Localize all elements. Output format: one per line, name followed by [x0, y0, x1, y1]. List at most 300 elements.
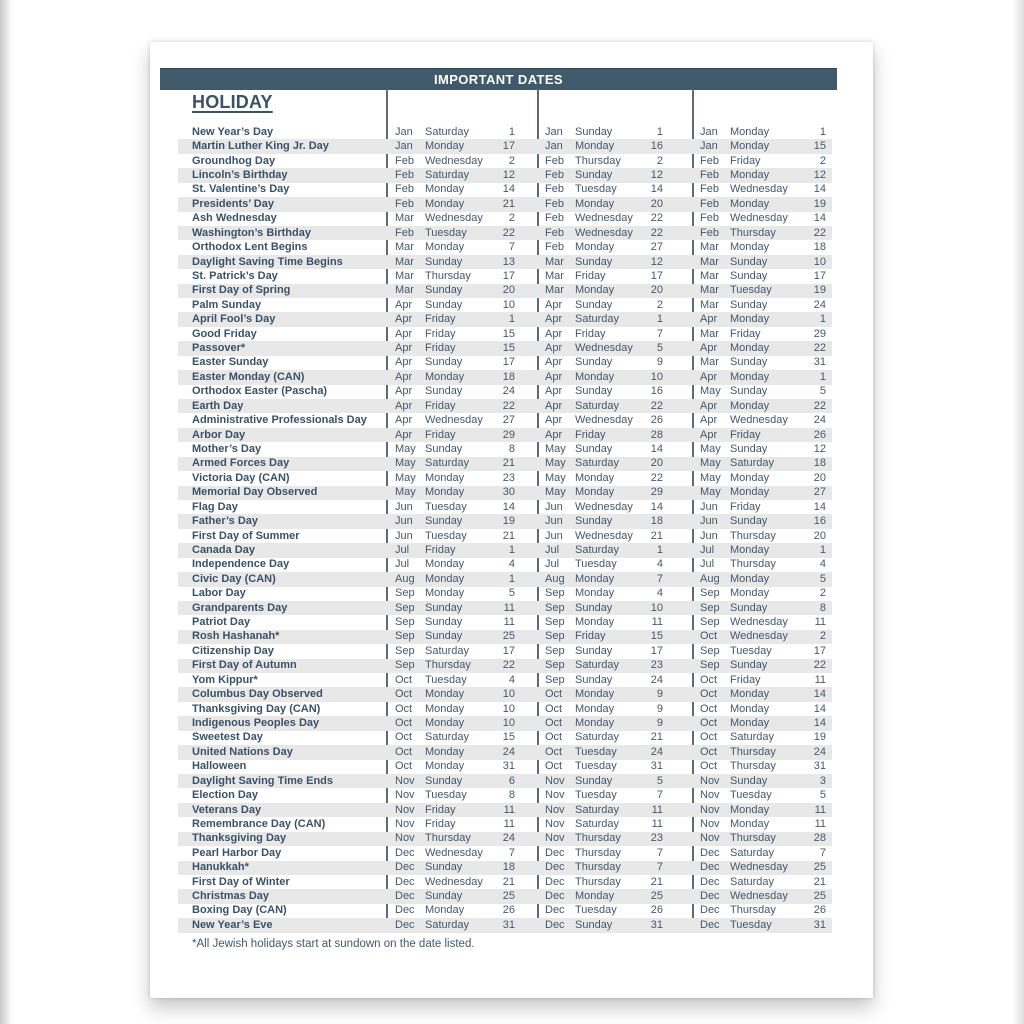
date-cell-year-1	[386, 660, 537, 671]
weekday-label: Saturday	[425, 126, 470, 138]
month-label: Jun	[545, 501, 563, 513]
weekday-label: Wednesday	[425, 155, 483, 167]
holiday-name: Pearl Harbor Day	[192, 847, 282, 859]
day-number: 21	[502, 458, 515, 470]
day-number: 14	[650, 443, 663, 455]
day-number: 22	[813, 400, 826, 412]
weekday-label: Sunday	[575, 919, 613, 931]
table-row	[178, 529, 832, 543]
weekday-label: Tuesday	[730, 285, 772, 297]
day-number: 7	[508, 847, 515, 859]
weekday-label: Thursday	[425, 270, 471, 282]
weekday-label: Monday	[730, 487, 770, 499]
date-cell-year-3	[692, 574, 832, 585]
date-cell-year-3	[692, 386, 832, 397]
month-label: Mar	[545, 285, 564, 297]
month-label: May	[545, 443, 566, 455]
weekday-label: Sunday	[730, 386, 768, 398]
day-number: 1	[508, 314, 515, 326]
date-cell-year-3	[692, 516, 832, 527]
day-number: 16	[813, 516, 826, 528]
month-label: Nov	[700, 833, 720, 845]
month-label: Apr	[700, 371, 718, 383]
month-label: Dec	[545, 876, 565, 888]
date-cell-year-1	[386, 617, 537, 628]
table-row	[178, 428, 832, 442]
table-row	[178, 255, 832, 269]
holiday-name: Orthodox Lent Begins	[192, 242, 308, 254]
date-cell-year-2	[537, 574, 692, 585]
date-cell-year-1	[386, 314, 537, 325]
day-number: 2	[508, 155, 515, 167]
weekday-label: Wednesday	[425, 415, 483, 427]
date-cell-year-2	[537, 156, 692, 167]
weekday-label: Thursday	[730, 530, 776, 542]
holiday-name: Rosh Hashanah*	[192, 631, 280, 643]
day-number: 10	[502, 703, 515, 715]
day-number: 25	[813, 862, 826, 874]
month-label: Sep	[545, 645, 565, 657]
weekday-label: Monday	[425, 689, 465, 701]
month-label: Feb	[700, 213, 719, 225]
date-cell-year-2	[537, 300, 692, 311]
weekday-label: Monday	[425, 559, 465, 571]
date-cell-year-2	[537, 343, 692, 354]
weekday-label: Friday	[425, 804, 456, 816]
holiday-name: Ash Wednesday	[192, 213, 277, 225]
month-label: Sep	[545, 631, 565, 643]
holiday-name: Washington’s Birthday	[192, 227, 311, 239]
day-number: 27	[502, 415, 515, 427]
holiday-table	[178, 125, 832, 933]
weekday-label: Monday	[730, 588, 770, 600]
month-label: Apr	[545, 314, 563, 326]
date-cell-year-3	[692, 617, 832, 628]
weekday-label: Sunday	[575, 256, 613, 268]
date-cell-year-1	[386, 329, 537, 340]
date-cell-year-1	[386, 675, 537, 686]
date-cell-year-3	[692, 631, 832, 642]
month-label: Feb	[700, 169, 719, 181]
month-label: Nov	[700, 818, 720, 830]
date-cell-year-1	[386, 516, 537, 527]
table-row	[178, 442, 832, 456]
month-label: Mar	[700, 299, 719, 311]
weekday-label: Wednesday	[575, 530, 633, 542]
holiday-name: Thanksgiving Day	[192, 833, 287, 845]
holiday-name: Mother’s Day	[192, 443, 262, 455]
table-row	[178, 399, 832, 413]
date-cell-year-3	[692, 257, 832, 268]
day-number: 9	[656, 689, 663, 701]
day-number: 1	[656, 314, 663, 326]
weekday-label: Monday	[575, 487, 615, 499]
weekday-label: Friday	[425, 429, 456, 441]
month-label: Oct	[700, 631, 718, 643]
day-number: 1	[508, 126, 515, 138]
month-label: Sep	[545, 674, 565, 686]
month-label: May	[395, 458, 416, 470]
holiday-name: St. Patrick’s Day	[192, 270, 278, 282]
month-label: Oct	[545, 761, 563, 773]
date-cell-year-1	[386, 372, 537, 383]
weekday-label: Sunday	[730, 256, 768, 268]
weekday-label: Thursday	[575, 876, 621, 888]
month-label: Jun	[545, 516, 563, 528]
weekday-label: Tuesday	[730, 790, 772, 802]
table-row	[178, 168, 832, 182]
table-row	[178, 413, 832, 427]
holiday-name: Lincoln’s Birthday	[192, 169, 288, 181]
day-number: 24	[502, 833, 515, 845]
weekday-label: Friday	[425, 544, 456, 556]
day-number: 12	[502, 169, 515, 181]
month-label: Sep	[700, 660, 720, 672]
day-number: 20	[502, 285, 515, 297]
month-label: Feb	[700, 198, 719, 210]
day-number: 20	[650, 458, 663, 470]
date-cell-year-3	[692, 473, 832, 484]
day-number: 14	[650, 501, 663, 513]
weekday-label: Wednesday	[730, 891, 788, 903]
day-number: 8	[508, 443, 515, 455]
table-row	[178, 788, 832, 802]
table-row	[178, 212, 832, 226]
day-number: 17	[813, 270, 826, 282]
date-cell-year-1	[386, 732, 537, 743]
date-cell-year-2	[537, 444, 692, 455]
table-row	[178, 846, 832, 860]
month-label: Sep	[700, 602, 720, 614]
weekday-label: Friday	[730, 429, 761, 441]
weekday-label: Friday	[730, 328, 761, 340]
month-label: Oct	[700, 703, 718, 715]
date-cell-year-1	[386, 242, 537, 253]
weekday-label: Thursday	[575, 847, 621, 859]
day-number: 21	[813, 876, 826, 888]
table-row	[178, 601, 832, 615]
weekday-label: Wednesday	[730, 184, 788, 196]
day-number: 20	[813, 530, 826, 542]
table-row	[178, 875, 832, 889]
weekday-label: Wednesday	[425, 213, 483, 225]
date-cell-year-1	[386, 271, 537, 282]
month-label: Jul	[395, 559, 410, 571]
day-number: 21	[502, 198, 515, 210]
month-label: Feb	[700, 227, 719, 239]
month-label: Nov	[545, 775, 565, 787]
date-cell-year-1	[386, 704, 537, 715]
month-label: Apr	[545, 357, 563, 369]
month-label: May	[545, 487, 566, 499]
holiday-name: Patriot Day	[192, 617, 251, 629]
day-number: 19	[502, 516, 515, 528]
day-number: 26	[813, 429, 826, 441]
month-label: Mar	[395, 285, 414, 297]
month-label: Feb	[700, 184, 719, 196]
month-label: Nov	[700, 775, 720, 787]
holiday-name: Remembrance Day (CAN)	[192, 818, 326, 830]
table-row	[178, 745, 832, 759]
table-row	[178, 125, 832, 139]
month-label: Dec	[545, 905, 565, 917]
month-label: Dec	[395, 847, 415, 859]
date-cell-year-3	[692, 300, 832, 311]
weekday-label: Monday	[425, 472, 465, 484]
table-row	[178, 615, 832, 629]
holiday-name: Good Friday	[192, 328, 257, 340]
date-cell-year-2	[537, 920, 692, 931]
date-cell-year-1	[386, 718, 537, 729]
date-cell-year-2	[537, 415, 692, 426]
table-row	[178, 385, 832, 399]
day-number: 31	[502, 919, 515, 931]
day-number: 1	[656, 544, 663, 556]
date-cell-year-3	[692, 285, 832, 296]
holiday-name: Earth Day	[192, 400, 244, 412]
day-number: 10	[813, 256, 826, 268]
month-label: Apr	[700, 429, 718, 441]
weekday-label: Monday	[730, 400, 770, 412]
day-number: 15	[650, 631, 663, 643]
weekday-label: Friday	[730, 501, 761, 513]
weekday-label: Tuesday	[730, 919, 772, 931]
date-cell-year-1	[386, 199, 537, 210]
table-row	[178, 543, 832, 557]
holiday-name: Daylight Saving Time Begins	[192, 256, 343, 268]
weekday-label: Monday	[730, 689, 770, 701]
table-row	[178, 197, 832, 211]
month-label: Oct	[545, 732, 563, 744]
day-number: 26	[502, 905, 515, 917]
day-number: 11	[503, 818, 515, 830]
date-cell-year-3	[692, 920, 832, 931]
date-cell-year-2	[537, 285, 692, 296]
date-cell-year-3	[692, 228, 832, 239]
day-number: 24	[502, 386, 515, 398]
month-label: Nov	[545, 833, 565, 845]
day-number: 9	[656, 718, 663, 729]
month-label: Sep	[700, 617, 720, 629]
month-label: Dec	[395, 891, 415, 903]
holiday-name: Yom Kippur*	[192, 674, 258, 686]
month-label: Apr	[545, 415, 563, 427]
weekday-label: Monday	[425, 588, 465, 600]
table-row	[178, 139, 832, 153]
holiday-name: New Year’s Eve	[192, 919, 273, 931]
table-row	[178, 471, 832, 485]
weekday-label: Monday	[730, 544, 770, 556]
month-label: Dec	[545, 919, 565, 931]
date-cell-year-3	[692, 603, 832, 614]
date-cell-year-3	[692, 891, 832, 902]
date-cell-year-2	[537, 531, 692, 542]
date-cell-year-3	[692, 559, 832, 570]
month-label: Oct	[700, 761, 718, 773]
holiday-name: Father’s Day	[192, 516, 259, 528]
date-cell-year-1	[386, 559, 537, 570]
date-cell-year-3	[692, 588, 832, 599]
date-cell-year-1	[386, 891, 537, 902]
day-number: 2	[656, 155, 663, 167]
table-row	[178, 673, 832, 687]
date-cell-year-3	[692, 170, 832, 181]
table-row	[178, 370, 832, 384]
important-dates-banner	[160, 68, 837, 90]
day-number: 20	[650, 198, 663, 210]
month-label: Apr	[545, 429, 563, 441]
weekday-label: Thursday	[575, 155, 621, 167]
month-label: Aug	[700, 573, 720, 585]
day-number: 21	[650, 530, 663, 542]
day-number: 22	[502, 227, 515, 239]
day-number: 17	[813, 645, 826, 657]
month-label: Dec	[545, 891, 565, 903]
weekday-label: Monday	[730, 371, 770, 383]
weekday-label: Monday	[575, 573, 615, 585]
date-cell-year-3	[692, 314, 832, 325]
day-number: 11	[814, 804, 826, 816]
month-label: May	[700, 386, 721, 398]
date-cell-year-1	[386, 790, 537, 801]
day-number: 7	[656, 328, 663, 340]
date-cell-year-3	[692, 732, 832, 743]
weekday-label: Wednesday	[730, 631, 788, 643]
date-cell-year-1	[386, 603, 537, 614]
table-row	[178, 774, 832, 788]
weekday-label: Monday	[730, 242, 770, 254]
day-number: 24	[813, 299, 826, 311]
month-label: Sep	[395, 617, 415, 629]
day-number: 14	[813, 184, 826, 196]
month-label: Jun	[395, 516, 413, 528]
date-cell-year-3	[692, 242, 832, 253]
weekday-label: Tuesday	[575, 761, 617, 773]
date-cell-year-1	[386, 386, 537, 397]
day-number: 12	[813, 443, 826, 455]
month-label: Apr	[395, 357, 413, 369]
month-label: Jan	[545, 126, 563, 138]
day-number: 14	[502, 501, 515, 513]
weekday-label: Sunday	[425, 386, 463, 398]
weekday-label: Monday	[425, 141, 465, 153]
day-number: 1	[819, 544, 826, 556]
weekday-label: Sunday	[575, 299, 613, 311]
table-row	[178, 226, 832, 240]
day-number: 17	[502, 357, 515, 369]
weekday-label: Wednesday	[425, 876, 483, 888]
holiday-name: Easter Monday (CAN)	[192, 371, 305, 383]
month-label: Apr	[395, 429, 413, 441]
day-number: 20	[813, 472, 826, 484]
day-number: 22	[650, 400, 663, 412]
table-row	[178, 341, 832, 355]
month-label: Mar	[700, 270, 719, 282]
weekday-label: Wednesday	[425, 847, 483, 859]
date-cell-year-1	[386, 588, 537, 599]
weekday-label: Monday	[730, 126, 770, 138]
day-number: 1	[508, 544, 515, 556]
month-label: Oct	[700, 746, 718, 758]
day-number: 15	[502, 732, 515, 744]
weekday-label: Thursday	[425, 833, 471, 845]
date-cell-year-3	[692, 790, 832, 801]
weekday-label: Monday	[575, 617, 615, 629]
day-number: 5	[656, 775, 663, 787]
month-label: Apr	[395, 343, 413, 355]
weekday-label: Saturday	[425, 169, 470, 181]
holiday-name: Election Day	[192, 790, 259, 802]
month-label: Oct	[545, 689, 563, 701]
weekday-label: Friday	[425, 818, 456, 830]
date-cell-year-1	[386, 833, 537, 844]
weekday-label: Saturday	[575, 660, 620, 672]
month-label: Feb	[395, 169, 414, 181]
day-number: 7	[819, 847, 826, 859]
month-label: Sep	[395, 602, 415, 614]
day-number: 22	[650, 213, 663, 225]
date-cell-year-2	[537, 732, 692, 743]
date-cell-year-1	[386, 156, 537, 167]
weekday-label: Tuesday	[425, 227, 467, 239]
weekday-label: Sunday	[575, 357, 613, 369]
month-label: May	[700, 472, 721, 484]
banner-title: IMPORTANT DATES	[433, 72, 563, 87]
month-label: Dec	[700, 891, 720, 903]
footnote: *All Jewish holidays start at sundown on the date listed.	[192, 938, 475, 950]
day-number: 5	[819, 790, 826, 802]
date-cell-year-2	[537, 848, 692, 859]
month-label: Apr	[545, 371, 563, 383]
date-cell-year-1	[386, 631, 537, 642]
holiday-name: Victoria Day (CAN)	[192, 472, 290, 484]
weekday-label: Sunday	[425, 256, 463, 268]
table-row	[178, 312, 832, 326]
date-cell-year-2	[537, 790, 692, 801]
day-number: 24	[813, 415, 826, 427]
weekday-label: Monday	[575, 198, 615, 210]
month-label: Feb	[545, 198, 564, 210]
day-number: 19	[813, 732, 826, 744]
month-label: Dec	[700, 919, 720, 931]
month-label: Dec	[700, 876, 720, 888]
day-number: 21	[650, 876, 663, 888]
date-cell-year-3	[692, 776, 832, 787]
day-number: 17	[650, 645, 663, 657]
day-number: 1	[819, 126, 826, 138]
weekday-label: Wednesday	[730, 213, 788, 225]
weekday-label: Sunday	[575, 516, 613, 528]
month-label: Nov	[395, 790, 415, 802]
day-number: 27	[650, 242, 663, 254]
weekday-label: Sunday	[425, 357, 463, 369]
table-row	[178, 702, 832, 716]
date-cell-year-3	[692, 848, 832, 859]
day-number: 7	[656, 573, 663, 585]
day-number: 15	[502, 328, 515, 340]
date-cell-year-2	[537, 228, 692, 239]
date-cell-year-2	[537, 646, 692, 657]
day-number: 24	[650, 674, 663, 686]
holiday-name: First Day of Spring	[192, 285, 291, 297]
month-label: Jul	[700, 559, 715, 571]
date-cell-year-2	[537, 805, 692, 816]
holiday-name: Arbor Day	[192, 429, 246, 441]
holiday-name: First Day of Autumn	[192, 660, 297, 672]
holiday-name: St. Valentine’s Day	[192, 184, 290, 196]
weekday-label: Sunday	[730, 270, 768, 282]
date-cell-year-3	[692, 343, 832, 354]
